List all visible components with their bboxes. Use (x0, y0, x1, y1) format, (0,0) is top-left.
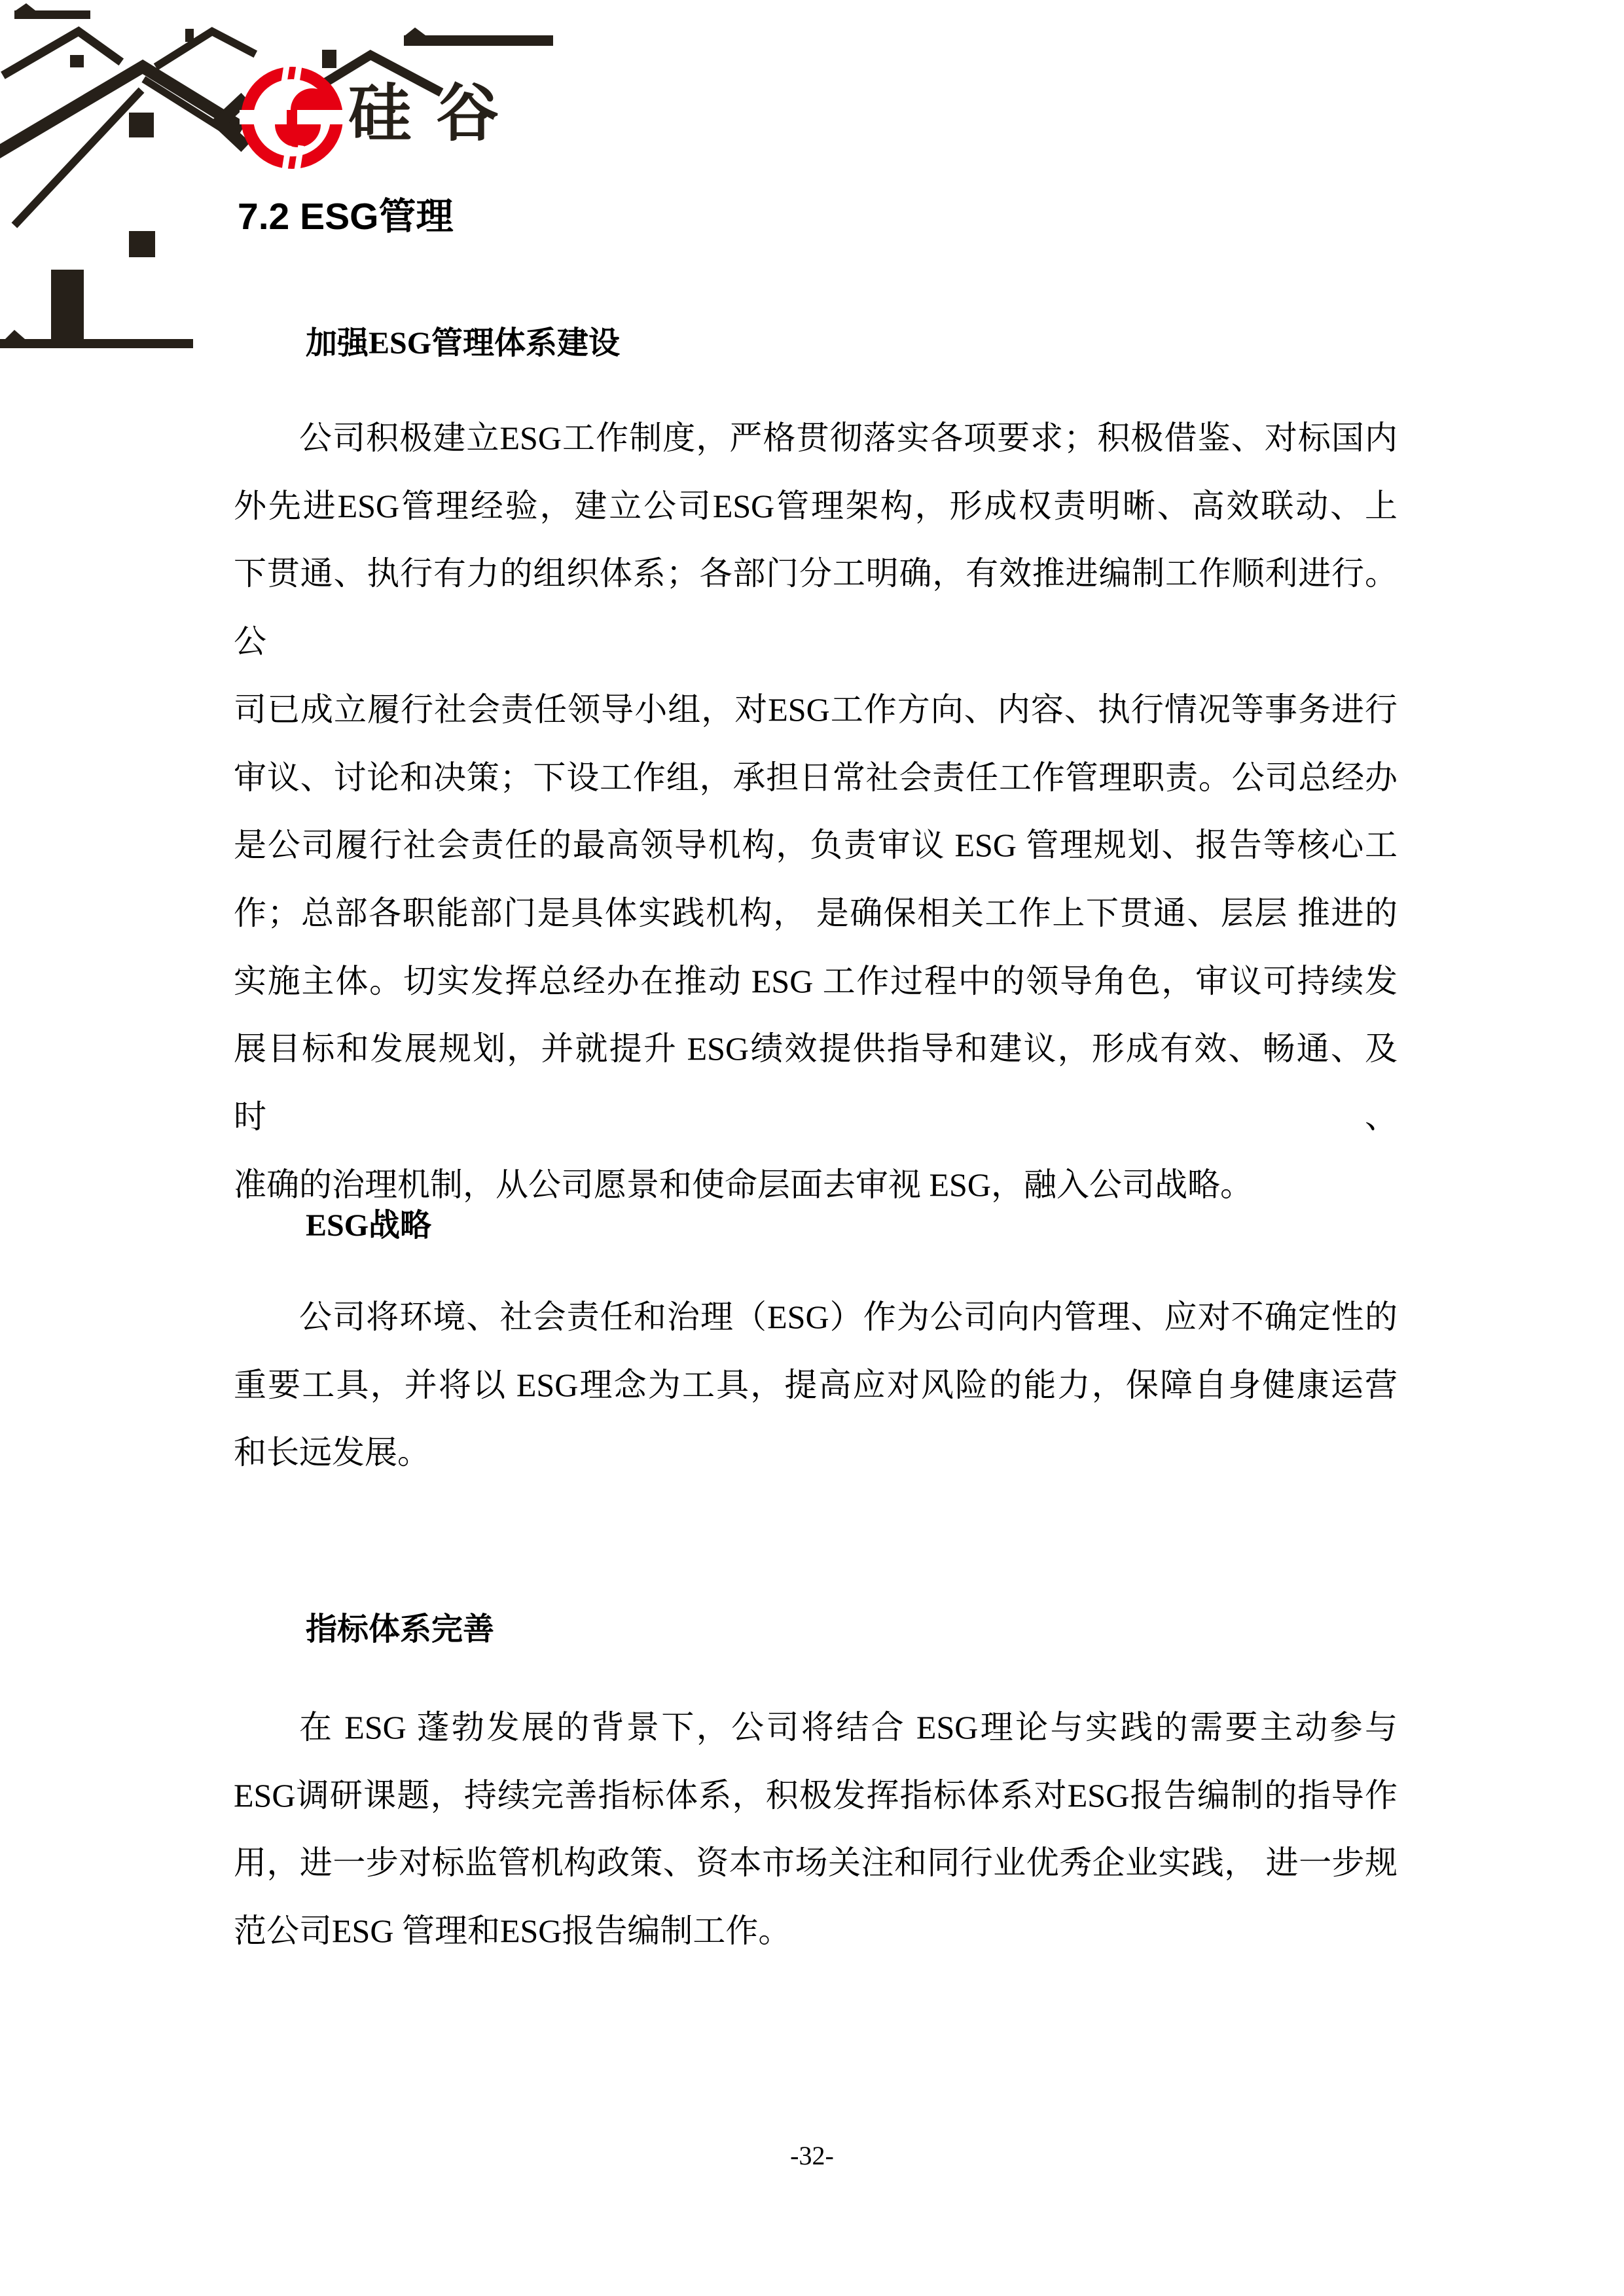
text-line: 公司积极建立ESG工作制度，严格贯彻落实各项要求；积极借鉴、对标国内 (299, 420, 1398, 456)
roof-window-upper (322, 50, 336, 68)
page-number: -32- (790, 2141, 834, 2170)
text-line: 和长远发展。 (234, 1434, 430, 1471)
text-line: 作；总部各职能部门是具体实践机构， 是确保相关工作上下贯通、层层 推进的 (234, 894, 1398, 931)
chimney (51, 270, 84, 342)
text-line: 司已成立履行社会责任领导小组，对ESG工作方向、内容、执行情况等事务进行 (234, 691, 1398, 728)
text-line: 范公司ESG 管理和ESG报告编制工作。 (234, 1912, 791, 1950)
text-line: 公司将环境、社会责任和治理（ESG）作为公司向内管理、应对不确定性的 (299, 1299, 1398, 1335)
roof-window-large (129, 113, 154, 137)
body-paragraph (234, 404, 1398, 1219)
roof-flag-tip (16, 3, 35, 10)
roof-chevron-mid (159, 31, 252, 65)
text-line: 是公司履行社会责任的最高领导机构，负责审议 ESG 管理规划、报告等核心工 (234, 827, 1398, 864)
ground-bump (5, 330, 25, 339)
section-heading: 指标体系完善 (306, 1612, 495, 1647)
text-line: 准确的治理机制，从公司愿景和使命层面去审视 ESG，融入公司战略。 (234, 1166, 1253, 1203)
page-title: 7.2 ESG管理 (238, 196, 454, 238)
roof-bar-right-tip (405, 27, 425, 35)
text-line: 展目标和发展规划，并就提升 ESG绩效提供指导和建议，形成有效、畅通、及时、 (234, 1030, 1398, 1136)
text-line: 审议、讨论和决策；下设工作组，承担日常社会责任工作管理职责。公司总经办 (234, 759, 1398, 796)
section-heading: ESG战略 (306, 1208, 432, 1243)
section-heading: 加强ESG管理体系建设 (306, 326, 621, 361)
roof-chevron-small (7, 31, 118, 73)
brand-text: 硅谷 (348, 79, 524, 149)
text-line: 在 ESG 蓬勃发展的背景下，公司将结合 ESG理论与实践的需要主动参与 (299, 1709, 1398, 1746)
roof-window-small (70, 55, 84, 67)
text-line: 外先进ESG管理经验，建立公司ESG管理架构，形成权责明晰、高效联动、上 (234, 487, 1398, 524)
ground-line (0, 339, 193, 348)
body-paragraph (234, 1694, 1398, 1965)
roof-window-tiny (185, 29, 194, 42)
roof-bar-right (404, 35, 553, 46)
text-line: ESG调研课题，持续完善指标体系，积极发挥指标体系对ESG报告编制的指导作 (234, 1776, 1398, 1814)
text-line: 重要工具，并将以 ESG理念为工具，提高应对风险的能力，保障自身健康运营 (234, 1366, 1398, 1403)
text-line: 实施主体。切实发挥总经办在推动 ESG 工作过程中的领导角色，审议可持续发 (234, 962, 1398, 999)
text-line: 下贯通、执行有力的组织体系；各部门分工明确，有效推进编制工作顺利进行。公 (234, 555, 1398, 660)
text-line: 用，进一步对标监管机构政策、资本市场关注和同行业优秀企业实践， 进一步规 (234, 1844, 1398, 1882)
body-paragraph (234, 1283, 1398, 1487)
emblem-center-dash (287, 110, 297, 124)
roof-window-lower (129, 231, 155, 257)
roof-diagonal-left (17, 93, 139, 223)
roof-flag-bar (14, 10, 90, 19)
